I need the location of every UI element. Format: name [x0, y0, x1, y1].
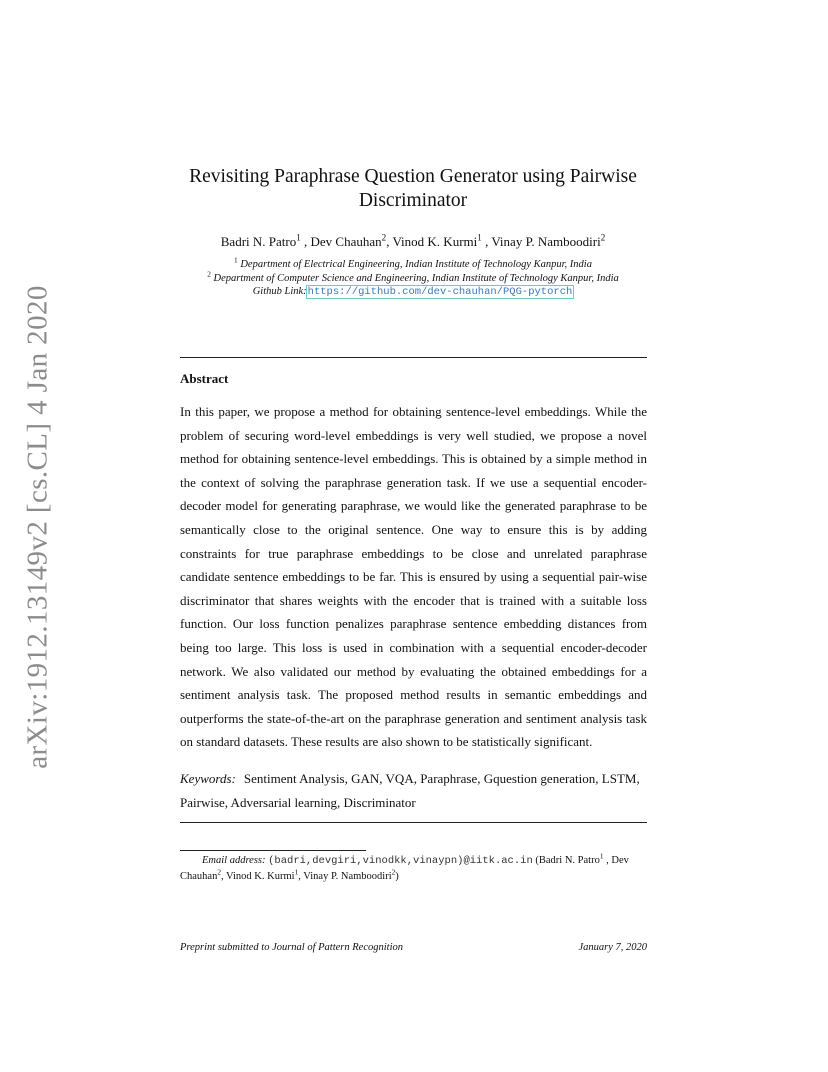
- author-affil-mark: 1: [477, 232, 482, 243]
- author-name: Badri N. Patro: [220, 234, 297, 249]
- email-footnote: Email address: (badri,devgiri,vinodkk,vinaypn)@iitk.ac.in (Badri N. Patro$^1$ , Dev Chauhan$^2$, Vinod K. Kurmi$^1$, Vinay P. Namboodiri$^2$): [180, 851, 629, 882]
- arxiv-identifier-stamp: arXiv:1912.13149v2 [cs.CL] 4 Jan 2020: [21, 285, 54, 769]
- keywords-text: Sentiment Analysis, GAN, VQA, Paraphrase, Gquestion generation, LSTM, Pairwise, Adversarial learning, Discriminator: [180, 771, 640, 810]
- abstract-top-rule: [180, 357, 647, 358]
- paper-title: Revisiting Paraphrase Question Generator using Pairwise Discriminator: [189, 166, 637, 211]
- keywords: [180, 767, 647, 814]
- footnote-rule: [180, 850, 366, 851]
- email-addresses[interactable]: (badri,devgiri,vinodkk,vinaypn)@iitk.ac.in: [268, 855, 533, 867]
- author-affil-mark: 2: [381, 232, 387, 243]
- footer-date: January 7, 2020: [578, 942, 647, 953]
- github-label: Github Link:: [252, 286, 307, 297]
- github-link[interactable]: https://github.com/dev-chauhan/PQG-pytorch: [307, 286, 573, 298]
- abstract-bottom-rule: [180, 822, 647, 823]
- author-name: Dev Chauhan: [310, 234, 382, 249]
- abstract-body: In this paper, we propose a method for obtaining sentence-level embeddings. While the problem of securing word-level embeddings is very well studied, we propose a novel method for obtaining sentence-level embeddings. This is obtained by a simple method in the context of solving the paraphrase generation task. If we use a sequential encoder-decoder model for generating paraphrase, we would like the generated paraphrase to be semantically close to the original sentence. One way to ensure this is by adding constraints for true paraphrase embeddings to be close and unrelated paraphrase candidate sentence embeddings to be far. This is ensured by using a sequential pair-wise discriminator that shares weights with the encoder that is trained with a suitable loss function. Our loss function penalizes paraphrase sentence embedding distances from being too large. This loss is used in combination with a sequential encoder-decoder network. We also validated our method by evaluating the obtained embeddings for a sentiment analysis task. The proposed method results in semantic embeddings and outperforms the state-of-the-art on the paraphrase generation and sentiment analysis task on standard datasets. These results are also shown to be statistically significant.: [180, 404, 647, 750]
- email-label: Email address:: [202, 855, 266, 866]
- affiliations-block: [150, 255, 676, 300]
- github-line: [150, 285, 676, 300]
- page-footer: [180, 942, 647, 953]
- abstract-heading: Abstract: [180, 371, 229, 386]
- author-name: Vinod K. Kurmi: [392, 234, 478, 249]
- keywords-label: Keywords:: [180, 771, 236, 786]
- affiliation-line: $^1$ Department of Electrical Engineering, Indian Institute of Technology Kanpur, India: [234, 255, 592, 270]
- affiliation-line: $^2$ Department of Computer Science and Engineering, Indian Institute of Technology Kanpur, India: [207, 269, 619, 284]
- author-list: Badri N. Patro$^1$ , Dev Chauhan$^2$, Vinod K. Kurmi$^1$ , Vinay P. Namboodiri$^2$: [220, 232, 606, 249]
- footer-venue: Preprint submitted to Journal of Pattern Recognition: [180, 942, 404, 953]
- author-affil-mark: 1: [296, 232, 301, 243]
- author-name: Vinay P. Namboodiri: [491, 234, 601, 249]
- author-affil-mark: 2: [600, 232, 606, 243]
